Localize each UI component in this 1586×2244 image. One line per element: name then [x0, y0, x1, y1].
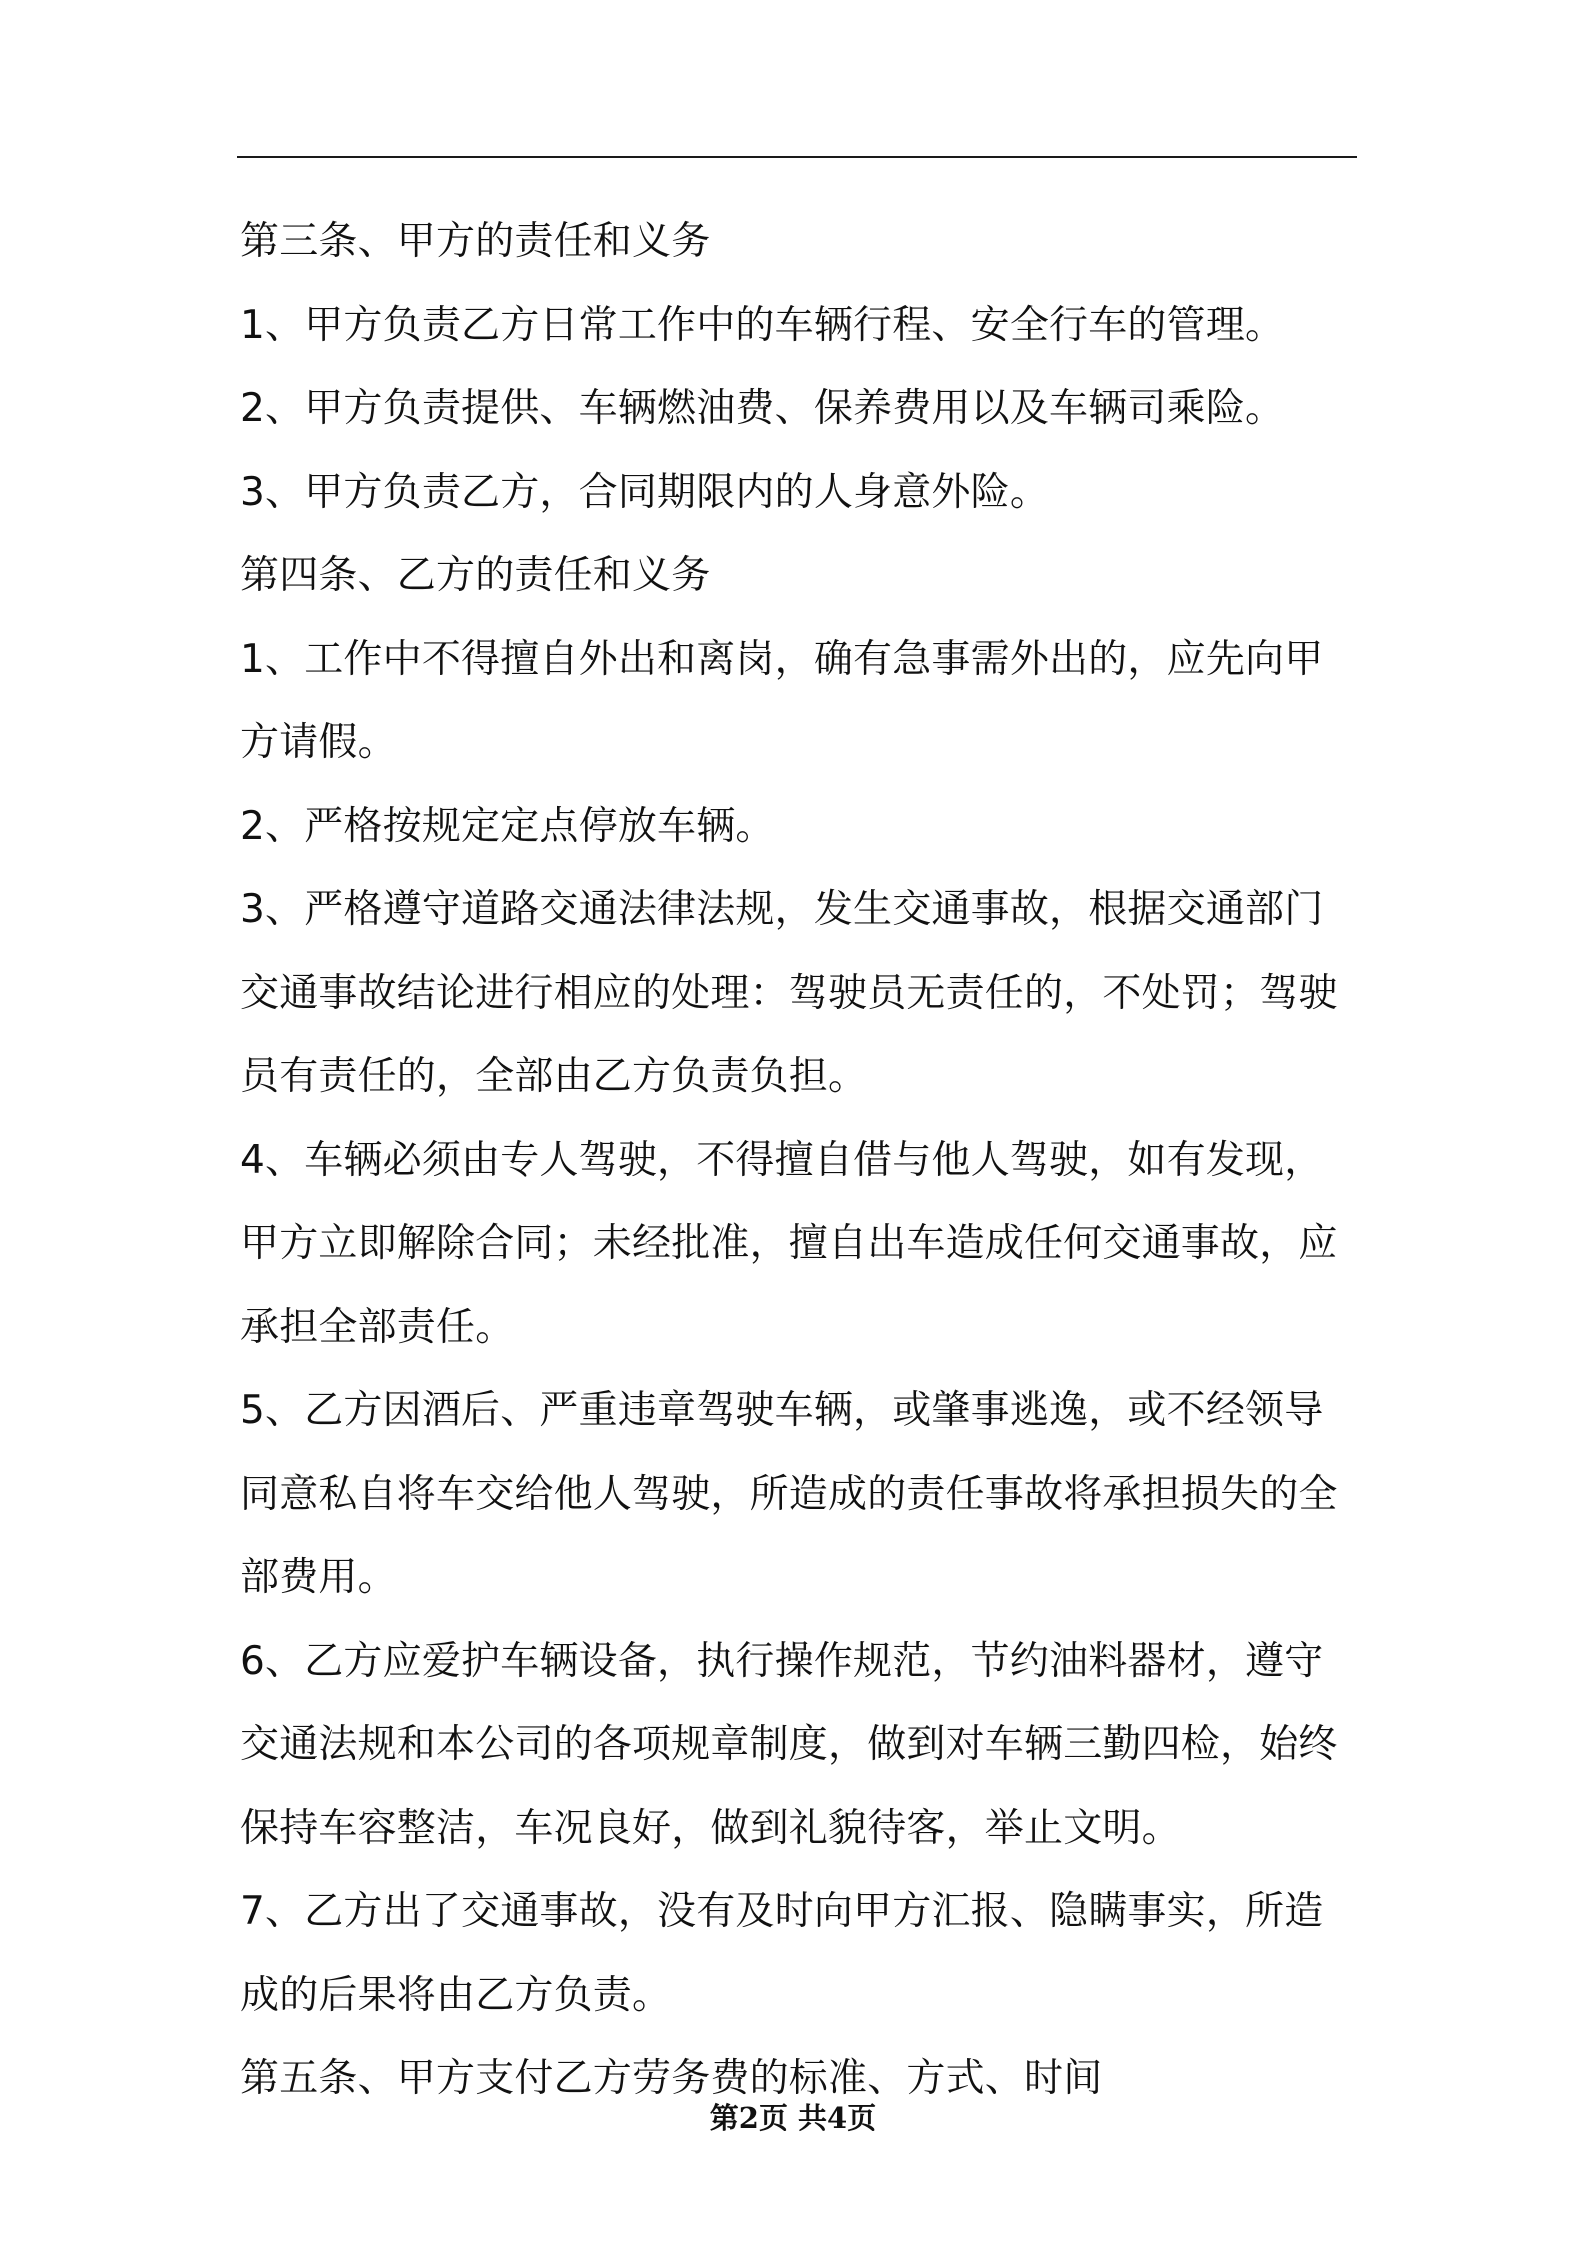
footer-suffix: 页: [847, 2101, 877, 2135]
article-4-item-6: 6、乙方应爱护车辆设备，执行操作规范，节约油料器材，遵守交通法规和本公司的各项规章制度，做到对车辆三勤四检，始终保持车容整洁，车况良好，做到礼貌待客，举止文明。: [240, 1638, 1338, 1851]
article-4-item-4: 4、车辆必须由专人驾驶，不得擅自借与他人驾驶，如有发现，甲方立即解除合同；未经批准，擅自出车造成任何交通事故，应承担全部责任。: [240, 1137, 1338, 1350]
article-4-item-5: 5、乙方因酒后、严重违章驾驶车辆，或肇事逃逸，或不经领导同意私自将车交给他人驾驶，所造成的责任事故将承担损失的全部费用。: [240, 1388, 1338, 1600]
header-rule: [237, 156, 1357, 158]
article-4-item-7: 7、乙方出了交通事故，没有及时向甲方汇报、隐瞒事实，所造成的后果将由乙方负责。: [240, 1889, 1324, 2018]
article-4-item-3: 3、严格遵守道路交通法律法规，发生交通事故，根据交通部门交通事故结论进行相应的处理：驾驶员无责任的，不处罚；驾驶员有责任的，全部由乙方负责负担。: [240, 887, 1338, 1099]
article-4-item-1: 1、工作中不得擅自外出和离岗，确有急事需外出的，应先向甲方请假。: [240, 636, 1324, 765]
article-4-item-2: 2、严格按规定定点停放车辆。: [240, 803, 775, 849]
footer-total-pages: 4: [827, 2101, 848, 2135]
article-3-item-3: 3、甲方负责乙方，合同期限内的人身意外险。: [240, 469, 1050, 515]
footer-prefix: 第: [709, 2101, 739, 2135]
article-5-heading: 第五条、甲方支付乙方劳务费的标准、方式、时间: [240, 2056, 1103, 2101]
contract-body: [240, 200, 1360, 2121]
footer-mid: 页 共: [758, 2101, 828, 2135]
article-4-heading: 第四条、乙方的责任和义务: [240, 553, 711, 598]
article-3-item-1: 1、甲方负责乙方日常工作中的车辆行程、安全行车的管理。: [240, 302, 1285, 348]
footer-current-page: 2: [738, 2101, 759, 2135]
article-3-heading: 第三条、甲方的责任和义务: [240, 219, 711, 264]
page-number-footer: [0, 2096, 1586, 2137]
article-3-item-2: 2、甲方负责提供、车辆燃油费、保养费用以及车辆司乘险。: [240, 386, 1285, 431]
